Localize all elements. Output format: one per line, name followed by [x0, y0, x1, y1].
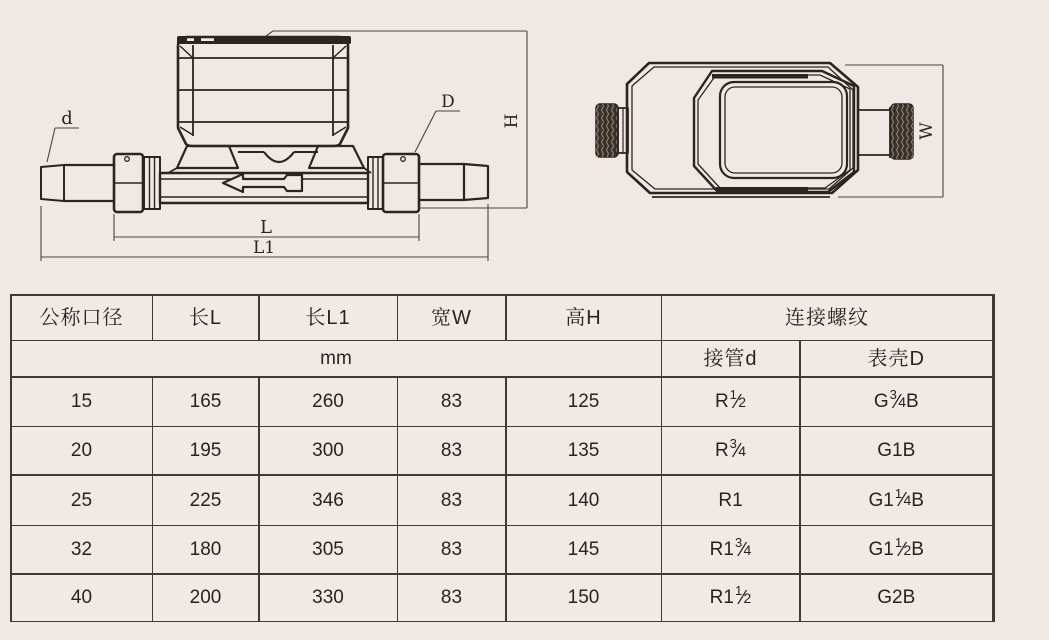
housing-outline — [178, 37, 348, 146]
top-view — [596, 63, 943, 197]
dim-label-H: H — [502, 113, 522, 129]
right-thread-connector — [858, 104, 913, 159]
header-thread-group: 连接螺纹 — [662, 296, 992, 340]
spec-table — [10, 294, 995, 622]
right-tailpiece — [419, 164, 488, 200]
cell-thread-pipe: R1 — [662, 476, 799, 525]
cell-width-w: 83 — [398, 526, 505, 573]
header-width-w: 宽W — [398, 296, 505, 340]
cell-length-l: 200 — [153, 575, 258, 621]
cell-thread-case: G1 B — [801, 427, 993, 474]
cell-thread-case: G1 1 ⁄ 4 B — [801, 476, 993, 525]
cell-thread-case: G2 B — [801, 575, 993, 621]
header-unit: mm — [12, 341, 661, 376]
display-window — [720, 82, 847, 178]
cell-length-l: 165 — [153, 378, 258, 426]
cell-height-h: 125 — [507, 378, 661, 426]
cell-nominal-diameter: 15 — [12, 378, 152, 426]
flow-arrow — [223, 174, 302, 192]
header-thread-pipe: 接管d — [662, 341, 799, 376]
cell-nominal-diameter: 32 — [12, 526, 152, 573]
cell-nominal-diameter: 25 — [12, 476, 152, 525]
dim-d-leader — [47, 128, 79, 162]
dim-label-D: D — [441, 92, 455, 112]
cell-thread-pipe: R 3 ⁄ 4 — [662, 427, 799, 474]
cell-length-l1: 305 — [260, 526, 397, 573]
right-collar — [368, 157, 383, 209]
cell-width-w: 83 — [398, 476, 505, 525]
cell-height-h: 145 — [507, 526, 661, 573]
left-collar — [144, 157, 160, 209]
cell-length-l: 180 — [153, 526, 258, 573]
side-view — [41, 31, 527, 261]
dim-label-W: W — [917, 122, 937, 140]
cell-thread-pipe: R1 3 ⁄ 4 — [662, 526, 799, 573]
cell-nominal-diameter: 40 — [12, 575, 152, 621]
dim-label-L1: L1 — [252, 238, 276, 258]
technical-drawing — [0, 0, 1049, 292]
cell-thread-pipe: R 1 ⁄ 2 — [662, 378, 799, 426]
cell-thread-pipe: R1 1 ⁄ 2 — [662, 575, 799, 621]
dim-label-L: L — [260, 217, 272, 238]
display-panel — [694, 71, 854, 192]
cell-width-w: 83 — [398, 378, 505, 426]
dim-label-d: d — [61, 108, 73, 129]
header-thread-case: 表壳D — [801, 341, 993, 376]
cell-thread-case: G 3 ⁄ 4 B — [801, 378, 993, 426]
cell-height-h: 140 — [507, 476, 661, 525]
cell-width-w: 83 — [398, 575, 505, 621]
cell-height-h: 150 — [507, 575, 661, 621]
cell-length-l1: 260 — [260, 378, 397, 426]
header-height-h: 高H — [507, 296, 661, 340]
cell-length-l1: 330 — [260, 575, 397, 621]
panel-clip-top — [712, 74, 808, 79]
cell-length-l: 195 — [153, 427, 258, 474]
cell-thread-case: G1 1 ⁄ 2 B — [801, 526, 993, 573]
cell-nominal-diameter: 20 — [12, 427, 152, 474]
header-length-l: 长L — [153, 296, 258, 340]
meter-base — [168, 146, 371, 173]
meter-housing — [177, 31, 351, 146]
cell-width-w: 83 — [398, 427, 505, 474]
left-tailpiece — [41, 165, 64, 201]
cell-length-l1: 346 — [260, 476, 397, 525]
cell-length-l: 225 — [153, 476, 258, 525]
left-thread-connector — [596, 104, 628, 157]
cell-height-h: 135 — [507, 427, 661, 474]
dim-D-leader — [415, 111, 460, 152]
pipe-assembly — [41, 154, 488, 212]
housing-lid-line — [266, 31, 273, 36]
header-nominal-diameter: 公称口径 — [12, 296, 152, 340]
cell-length-l1: 300 — [260, 427, 397, 474]
panel-clip-bottom — [716, 187, 808, 192]
header-length-l1: 长L1 — [260, 296, 397, 340]
